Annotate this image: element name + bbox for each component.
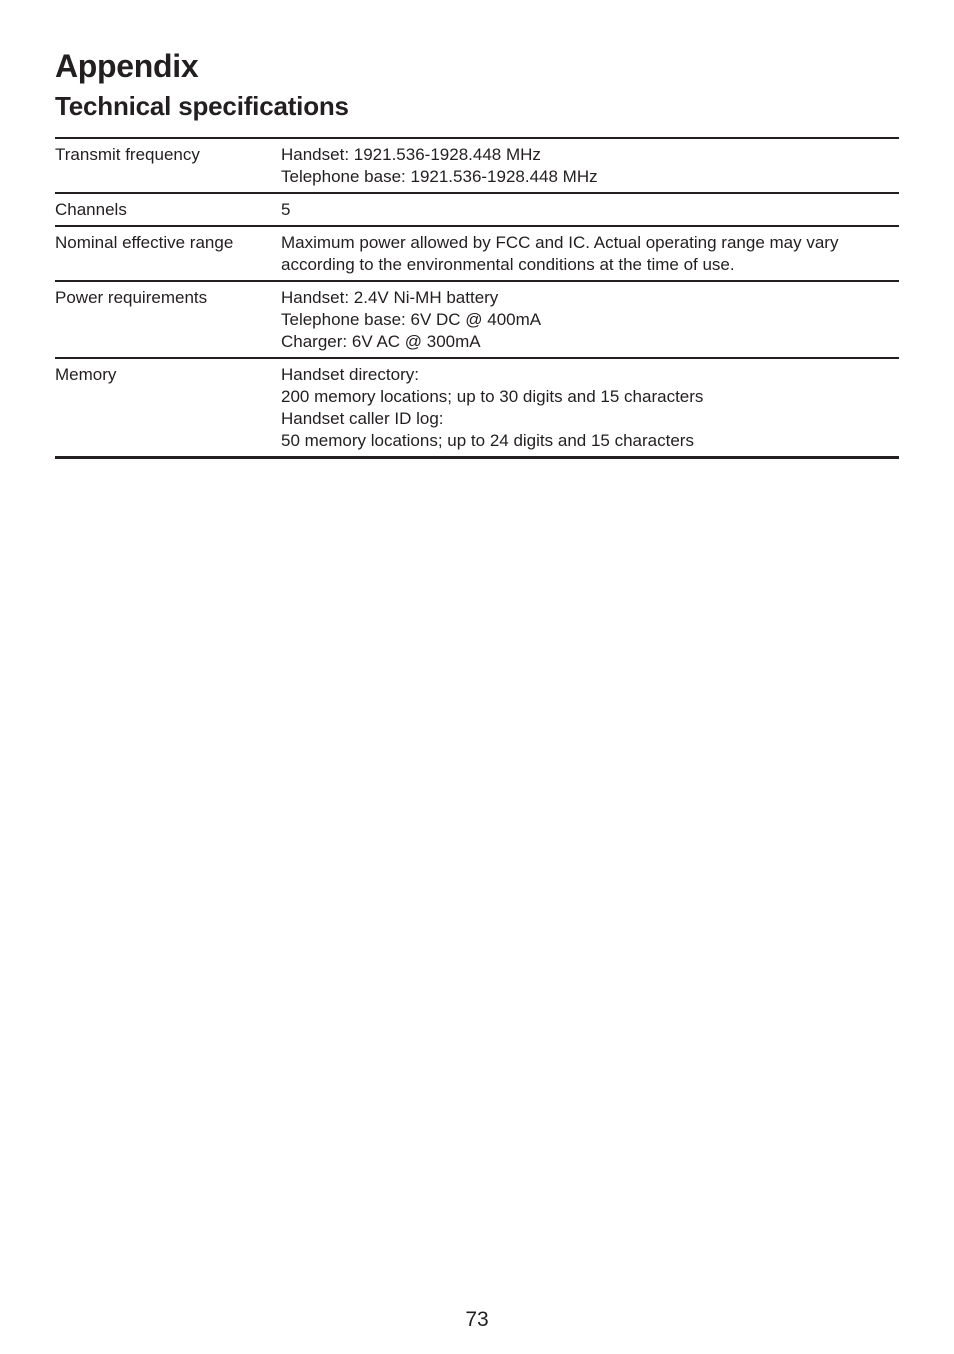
spec-label: Power requirements [55,288,208,307]
table-row [55,281,899,358]
spec-value-line: 200 memory locations; up to 30 digits and 15 characters [281,387,704,406]
table-row [55,226,899,281]
spec-value-line: 5 [281,200,291,219]
table-row [55,358,899,458]
spec-label: Memory [55,365,117,384]
page-title: Appendix [55,48,199,84]
section-title: Technical specifications [55,91,349,121]
spec-value-line: Telephone base: 6V DC @ 400mA [281,310,542,329]
spec-value [281,226,899,281]
spec-value-line: Handset caller ID log: [281,409,444,428]
spec-value [281,193,899,226]
spec-value [281,138,899,193]
page-number: 73 [465,1308,489,1331]
spec-value-line: Telephone base: 1921.536-1928.448 MHz [281,167,598,186]
spec-value [281,358,899,458]
spec-label: Transmit frequency [55,145,200,164]
spec-value-line: Handset: 2.4V Ni-MH battery [281,288,499,307]
spec-table [55,137,899,459]
spec-value-line: Handset: 1921.536-1928.448 MHz [281,145,541,164]
table-row [55,193,899,226]
spec-value-line: 50 memory locations; up to 24 digits and 15 characters [281,431,694,450]
spec-value [281,281,899,358]
spec-value-line: Charger: 6V AC @ 300mA [281,332,481,351]
spec-value-line: Handset directory: [281,365,419,384]
spec-value-line: Maximum power allowed by FCC and IC. Actual operating range may vary [281,233,839,252]
spec-label: Channels [55,200,127,219]
table-row [55,138,899,193]
spec-label: Nominal effective range [55,233,234,252]
spec-value-line: according to the environmental conditions at the time of use. [281,255,735,274]
